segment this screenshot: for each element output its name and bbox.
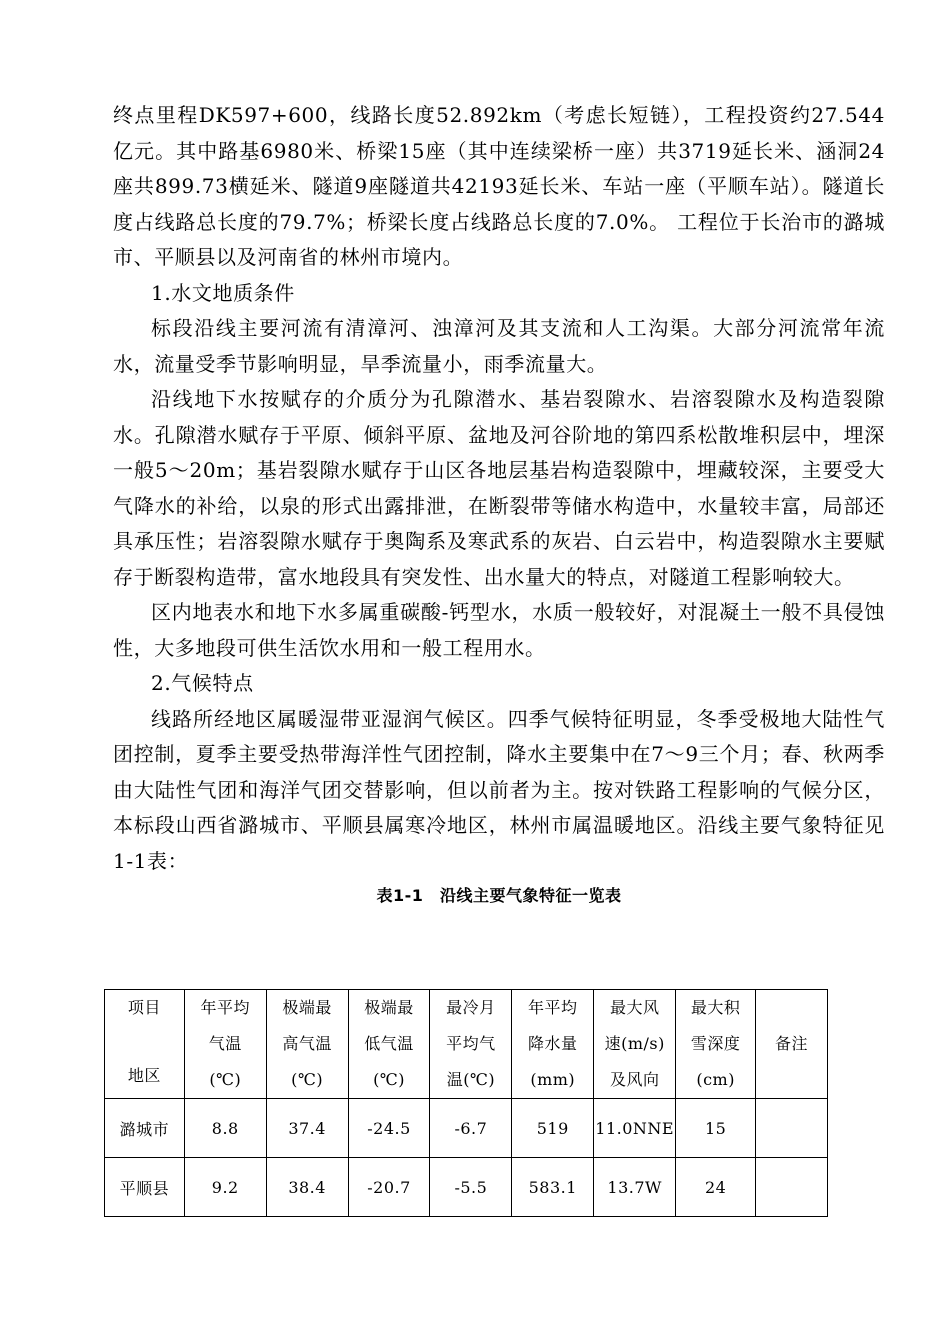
paragraph-groundwater: 沿线地下水按赋存的介质分为孔隙潜水、基岩裂隙水、岩溶裂隙水及构造裂隙水。孔隙潜水赋存于平原、倾斜平原、盆地及河谷阶地的第四系松散堆积层中，埋深一般5～20m；基岩裂隙水赋存于山区各地层基岩构造裂隙中，埋藏较深，主要受大气降水的补给，以泉的形式出露排泄，在断裂带等储水构造中，水量较丰富，局部还具承压性；岩溶裂隙水赋存于奥陶系及寒武系的灰岩、白云岩中，构造裂隙水主要赋存于断裂构造带，富水地段具有突发性、出水量大的特点，对隧道工程影响较大。 <box>113 387 885 589</box>
corner-region-label: 地区 <box>127 1066 161 1085</box>
climate-table <box>104 989 828 1217</box>
data-cell: 24 <box>676 1158 756 1217</box>
paragraph-rivers: 标段沿线主要河流有清漳河、浊漳河及其支流和人工沟渠。大部分河流常年流水，流量受季节影响明显，旱季流量小，雨季流量大。 <box>113 316 885 376</box>
data-cell: 519 <box>512 1099 594 1158</box>
data-cell: 37.4 <box>266 1099 348 1158</box>
corner-header-cell <box>105 990 185 1099</box>
paragraph-water-quality: 区内地表水和地下水多属重碳酸-钙型水，水质一般较好，对混凝土一般不具侵蚀性，大多地段可供生活饮水用和一般工程用水。 <box>113 600 885 660</box>
data-cell: 583.1 <box>512 1158 594 1217</box>
data-cell: -20.7 <box>348 1158 430 1217</box>
header-remark: 备注 <box>756 990 828 1099</box>
data-cell: -5.5 <box>430 1158 512 1217</box>
corner-item-label: 项目 <box>127 998 161 1017</box>
paragraph-project-overview: 终点里程DK597+600，线路长度52.892km（考虑长短链），工程投资约27.544亿元。其中路基6980米、桥梁15座（其中连续梁桥一座）共3719延长米、涵洞24座共899.73横延米、隧道9座隧道共42193延长米、车站一座（平顺车站）。隧道长度占线路总长度的79.7%；桥梁长度占线路总长度的7.0%。 工程位于长治市的潞城市、平顺县以及河南省的林州市境内。 <box>113 103 885 269</box>
header-coldest-month-temp: 最冷月 平均气 温(℃) <box>430 990 512 1099</box>
table-row <box>105 1158 828 1217</box>
header-extreme-high-temp: 极端最 高气温 (℃) <box>266 990 348 1099</box>
data-cell: 13.7W <box>594 1158 676 1217</box>
document-body <box>113 98 885 915</box>
data-cell: 38.4 <box>266 1158 348 1217</box>
table-caption: 表1-1 沿线主要气象特征一览表 <box>376 886 622 905</box>
data-cell: 8.8 <box>184 1099 266 1158</box>
paragraph-climate: 线路所经地区属暖湿带亚湿润气候区。四季气候特征明显，冬季受极地大陆性气团控制，夏季主要受热带海洋性气团控制，降水主要集中在7～9三个月；春、秋两季由大陆性气团和海洋气团交替影响，但以前者为主。按对铁路工程影响的气候分区，本标段山西省潞城市、平顺县属寒冷地区，林州市属温暖地区。沿线主要气象特征见1-1表： <box>113 706 885 873</box>
data-cell: -24.5 <box>348 1099 430 1158</box>
header-max-wind: 最大风 速(m/s) 及风向 <box>594 990 676 1099</box>
data-cell: -6.7 <box>430 1099 512 1158</box>
data-cell: 11.0NNE <box>594 1099 676 1158</box>
heading-climate: 2.气候特点 <box>151 671 254 695</box>
header-annual-precipitation: 年平均 降水量 (mm) <box>512 990 594 1099</box>
table-header-row <box>105 990 828 1099</box>
header-extreme-low-temp: 极端最 低气温 (℃) <box>348 990 430 1099</box>
region-cell: 平顺县 <box>105 1158 185 1217</box>
data-cell: 15 <box>676 1099 756 1158</box>
header-annual-avg-temp: 年平均 气温 (℃) <box>184 990 266 1099</box>
remark-cell <box>756 1099 828 1158</box>
region-cell: 潞城市 <box>105 1099 185 1158</box>
heading-hydrogeology: 1.水文地质条件 <box>151 280 295 305</box>
remark-cell <box>756 1158 828 1217</box>
table-row <box>105 1099 828 1158</box>
header-max-snow-depth: 最大积 雪深度 (cm) <box>676 990 756 1099</box>
data-cell: 9.2 <box>184 1158 266 1217</box>
